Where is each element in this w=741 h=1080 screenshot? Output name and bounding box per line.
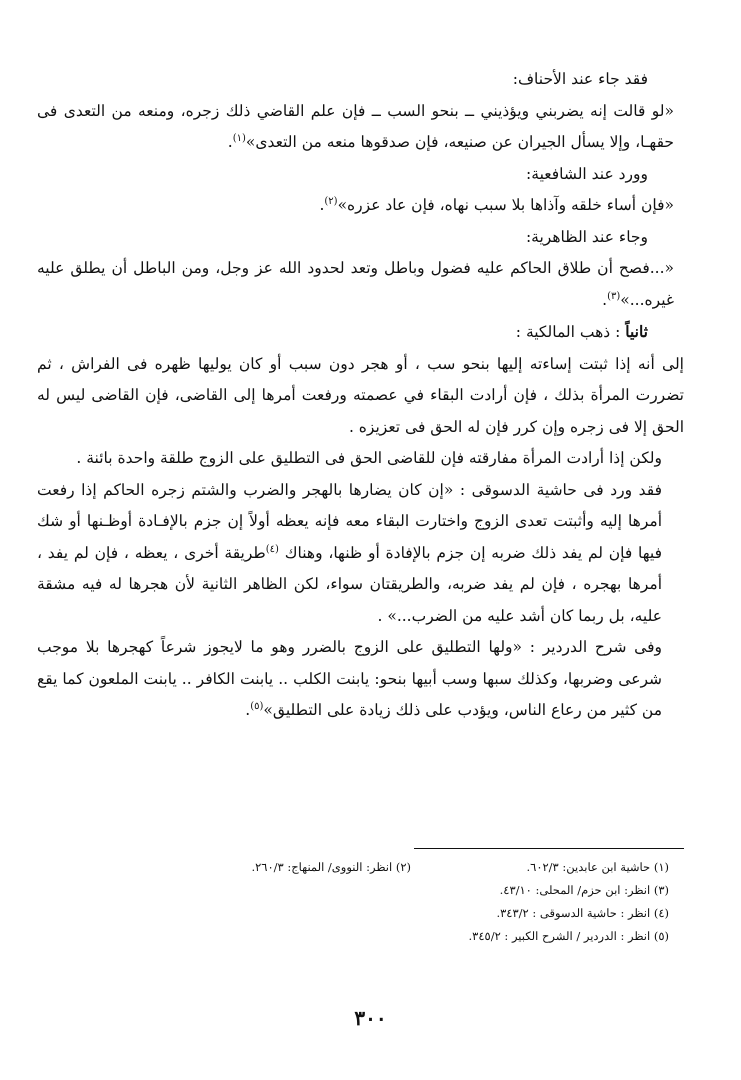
punctuation: . [227, 133, 233, 151]
paragraph-separation: ولكن إذا أرادت المرأة مفارقته فإن للقاضى الحق فى التطليق على الزوج طلقة واحدة بائنة . [76, 449, 662, 467]
footnote-ref: (٤) [265, 543, 279, 555]
paragraph-shafii-quote [37, 190, 684, 222]
quote-text: فقد ورد فى حاشية الدسوقى : «إن كان يضارها بالهجر والضرب والشتم زجره الحاكم إذا رفعت أمرها إليه وأثبتت تعدى الزوج واختارت البقاء معه فإنه يعظه أولاً إن جزم بالإفـادة أوظـنها أو شك فيها فإن لم يفد ذلك ضربه إن جزم بالإفادة أو ظنها، وهناك [37, 480, 662, 562]
footnote-separator [414, 848, 684, 849]
paragraph-dasuqi [37, 475, 684, 633]
punctuation: . [245, 701, 251, 719]
footnote-ref: (٢) [324, 195, 338, 207]
quote-text: وفى شرح الدردير : «ولها التطليق على الزوج بالضرر وهو ما لايجوز شرعاً كهجرها بلا موجب شرعى وضربها، وكذلك سبها وسب أبيها بنحو: يابنت الكلب .. يابنت الكافر .. يابنت الملعون كما يقع من كثير من رعاع الناس، ويؤدب على ذلك زيادة على التطليق» [37, 638, 662, 719]
footnote-3: (٣) انظر: ابن حزم/ المحلى: ٤٣/١٠. [499, 883, 669, 897]
footnotes [60, 856, 669, 948]
footnote-ref: (٣) [607, 290, 621, 302]
paragraph-maliki-heading [37, 316, 684, 349]
punctuation: . [319, 196, 325, 214]
paragraph-zahiri-quote [37, 253, 684, 316]
footnote-4: (٤) انظر : حاشية الدسوقى : ٣٤٣/٢. [496, 906, 669, 920]
section-ordinal: ثانياً [625, 322, 648, 341]
paragraph-maliki-position: إلى أنه إذا ثبتت إساءته إليها بنحو سب ، أو هجر دون سبب أو كان يوليها ظهره فى الفراش ، ثم تضررت المرأة بذلك ، فإن أرادت البقاء في عصمته ورفعت أمرها إلى القاضى، فإن القاضى ليس له الحق إلا فى زجره وإن كرر فإن له الحق فى تعزيزه . [37, 354, 684, 436]
footnote-ref: (٥) [250, 700, 264, 712]
footnote-row [60, 856, 669, 879]
paragraph-shafii-intro: وورد عند الشافعية: [526, 164, 648, 183]
paragraph-hanafi-intro: فقد جاء عند الأحناف: [512, 70, 648, 88]
section-heading-text: : ذهب المالكية : [515, 323, 626, 341]
main-text [37, 64, 684, 727]
quote-text: طريقة أخرى ، يعظه ، فإن لم يفد ، أمرها بهجره ، فإن لم يفد ضربه، والطريقتان سواء، لكن الظاهر الثانية لأن هجرها له فيه مشقة عليه، بل ربما كان أشد عليه من الضرب...» . [37, 543, 662, 625]
footnote-2: (٢) انظر: النووى/ المنهاج: ٢٦٠/٣. [251, 860, 411, 874]
footnote-5: (٥) انظر : الدردير / الشرح الكبير : ٣٤٥/٢. [468, 929, 669, 943]
paragraph-hanafi-quote [37, 96, 684, 159]
footnote-1: (١) حاشية ابن عابدين: ٦٠٢/٣. [526, 860, 669, 874]
paragraph-zahiri-intro: وجاء عند الظاهرية: [525, 227, 648, 246]
punctuation: . [602, 290, 608, 309]
paragraph-dardir [37, 632, 684, 727]
page-number: ٣٠٠ [354, 1006, 387, 1030]
quote-text: «لو قالت إنه يضربني ويؤذيني ــ بنحو السب ــ فإن علم القاضي ذلك زجره، ومنعه من التعدى فى حقهـا، وإلا يسأل الجيران عن صنيعه، فإن صدقوها منعه من التعدى» [37, 101, 674, 151]
quote-text: «...فصح أن طلاق الحاكم عليه فضول وباطل وتعد لحدود الله عز وجل، ومن الباطل أن يطلق عليه غيره...» [37, 259, 674, 309]
quote-text: «فإن أساء خلقه وآذاها بلا سبب نهاه، فإن عاد عزره» [337, 196, 674, 214]
footnote-ref: (١) [232, 132, 246, 144]
